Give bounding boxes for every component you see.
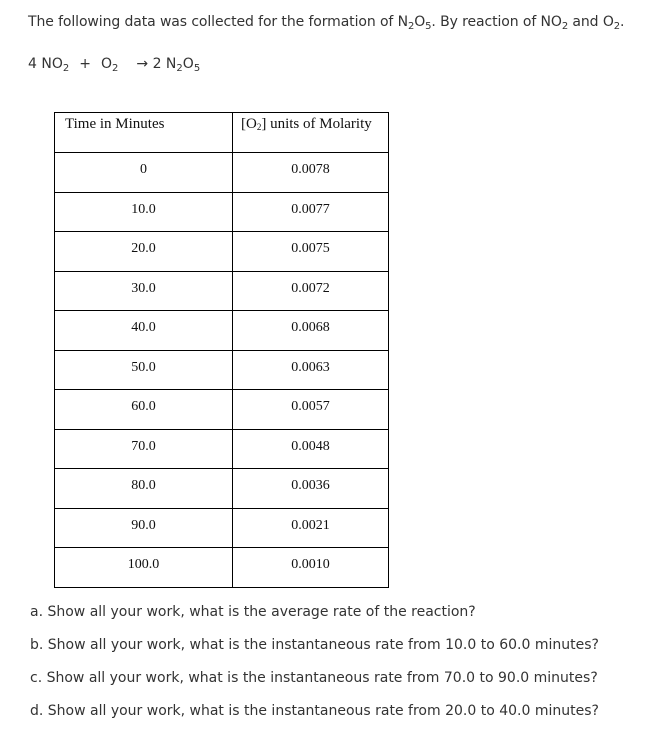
reactant-o2: O — [100, 56, 112, 72]
table-row — [55, 350, 389, 390]
conc-cell: 0.0068 — [233, 311, 389, 351]
intro-sub-3: 2 — [561, 21, 569, 32]
time-cell: 70.0 — [55, 429, 233, 469]
question-list — [30, 604, 599, 736]
conc-cell: 0.0010 — [233, 548, 389, 588]
time-cell: 50.0 — [55, 350, 233, 390]
header-conc-post: ] units of Molarity — [261, 116, 372, 132]
conc-cell: 0.0021 — [233, 508, 389, 548]
table-row — [55, 192, 389, 232]
time-cell: 0 — [55, 153, 233, 193]
table-row — [55, 311, 389, 351]
question-a: a. Show all your work, what is the average rate of the reaction? — [30, 604, 476, 620]
header-concentration — [233, 113, 389, 153]
data-table — [54, 112, 389, 588]
product-n2o5-sub-2: 5 — [193, 63, 201, 74]
table-row — [55, 469, 389, 509]
intro-sub-2: 5 — [425, 21, 432, 32]
time-cell: 20.0 — [55, 232, 233, 272]
intro-lead: The following data was collected for the formation of N — [28, 14, 408, 30]
header-time: Time in Minutes — [55, 113, 233, 153]
table-row — [55, 429, 389, 469]
reactant-o2-sub: 2 — [112, 63, 119, 74]
table-row — [55, 390, 389, 430]
time-cell: 30.0 — [55, 271, 233, 311]
header-conc-pre: [O — [241, 116, 257, 132]
time-cell: 60.0 — [55, 390, 233, 430]
product-n2o5: 2 N — [152, 56, 177, 72]
intro-end: . — [620, 14, 625, 30]
intro-mid-3: and O — [568, 14, 614, 30]
table-header-row — [55, 113, 389, 153]
question-b: b. Show all your work, what is the instantaneous rate from 10.0 to 60.0 minutes? — [30, 637, 599, 653]
conc-cell: 0.0063 — [233, 350, 389, 390]
reactant-no2: 4 NO — [28, 56, 63, 72]
intro-sub-1: 2 — [407, 21, 415, 32]
table-row — [55, 271, 389, 311]
header-conc-sub: 2 — [256, 122, 262, 132]
product-n2o5-sub-1: 2 — [176, 63, 183, 74]
table-row — [55, 508, 389, 548]
conc-cell: 0.0078 — [233, 153, 389, 193]
reactant-no2-sub: 2 — [62, 63, 70, 74]
time-cell: 40.0 — [55, 311, 233, 351]
reaction-equation — [28, 56, 200, 72]
product-n2o5-o: O — [182, 56, 194, 72]
table-row — [55, 232, 389, 272]
time-cell: 10.0 — [55, 192, 233, 232]
time-cell: 90.0 — [55, 508, 233, 548]
time-cell: 80.0 — [55, 469, 233, 509]
question-d: d. Show all your work, what is the instantaneous rate from 20.0 to 40.0 minutes? — [30, 703, 599, 719]
table-row — [55, 548, 389, 588]
conc-cell: 0.0077 — [233, 192, 389, 232]
conc-cell: 0.0057 — [233, 390, 389, 430]
plus-sign: + — [79, 56, 91, 72]
table-row — [55, 153, 389, 193]
question-c: c. Show all your work, what is the instantaneous rate from 70.0 to 90.0 minutes? — [30, 670, 598, 686]
conc-cell: 0.0036 — [233, 469, 389, 509]
arrow-icon: → — [136, 56, 149, 72]
intro-mid-2: . By reaction of NO — [431, 14, 562, 30]
time-cell: 100.0 — [55, 548, 233, 588]
conc-cell: 0.0075 — [233, 232, 389, 272]
intro-mid-1: O — [414, 14, 426, 30]
intro-text — [28, 14, 624, 30]
conc-cell: 0.0048 — [233, 429, 389, 469]
conc-cell: 0.0072 — [233, 271, 389, 311]
intro-sub-4: 2 — [613, 21, 621, 32]
